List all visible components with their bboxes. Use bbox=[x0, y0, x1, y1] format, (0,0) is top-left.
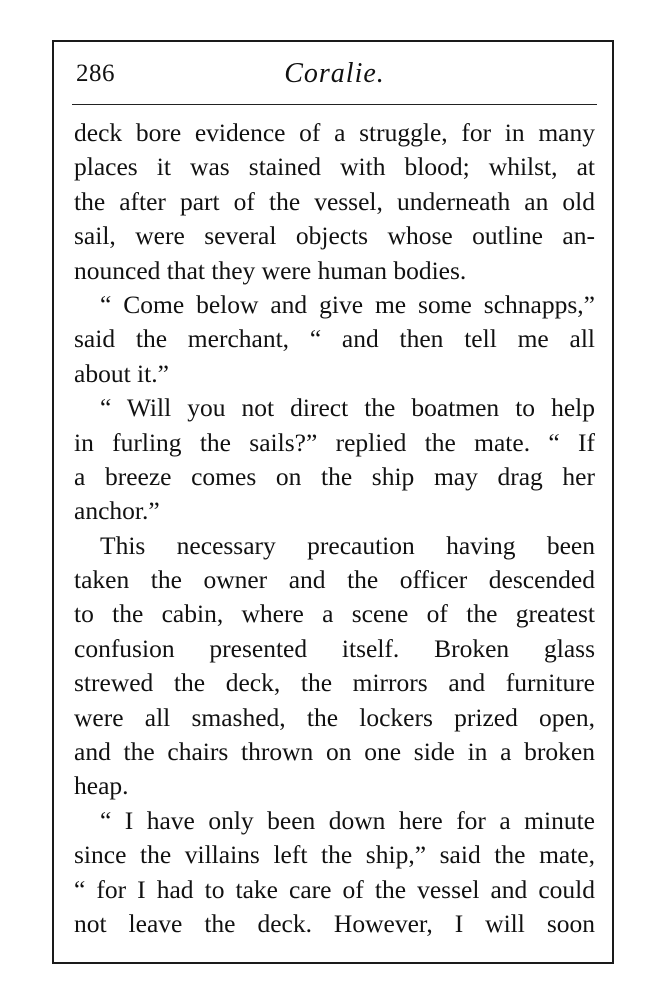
header-rule bbox=[72, 104, 597, 105]
text-line: taken the owner and the officer descended bbox=[74, 565, 595, 595]
text-line: deck bore evidence of a struggle, for in many bbox=[74, 118, 595, 147]
text-line: “ I have only been down here for a minute bbox=[100, 805, 595, 835]
text-line: to the cabin, where a scene of the greatest bbox=[74, 599, 595, 629]
text-line: “ Will you not direct the boatmen to help bbox=[100, 393, 595, 423]
text-line: strewed the deck, the mirrors and furniture bbox=[74, 668, 595, 698]
text-line: heap. bbox=[74, 771, 129, 801]
text-line: nounced that they were human bodies. bbox=[74, 255, 467, 285]
page-number: 286 bbox=[76, 60, 115, 87]
text-line: about it.” bbox=[74, 358, 169, 388]
text-line: since the villains left the ship,” said the mate, bbox=[74, 840, 595, 870]
text-line: places it was stained with blood; whilst, at bbox=[74, 152, 595, 182]
text-line: “ Come below and give me some schnapps,” bbox=[100, 289, 595, 319]
text-line: and the chairs thrown on one side in a broken bbox=[74, 737, 595, 767]
text-line: not leave the deck. However, I will soon bbox=[74, 908, 595, 938]
body-text bbox=[74, 116, 595, 941]
text-line: said the merchant, “ and then tell me all bbox=[74, 324, 595, 354]
text-line: were all smashed, the lockers prized open, bbox=[74, 702, 595, 732]
text-line: the after part of the vessel, underneath an old bbox=[74, 186, 595, 216]
running-title: Coralie. bbox=[284, 58, 385, 89]
text-line: anchor.” bbox=[74, 496, 160, 526]
text-line: “ for I had to take care of the vessel and could bbox=[74, 874, 595, 904]
text-line: sail, were several objects whose outline an- bbox=[74, 221, 595, 251]
text-line: a breeze comes on the ship may drag her bbox=[74, 461, 595, 491]
text-line: confusion presented itself. Broken glass bbox=[74, 633, 595, 663]
text-line: in furling the sails?” replied the mate. “ If bbox=[74, 427, 595, 457]
page-header bbox=[72, 56, 597, 100]
text-line: This necessary precaution having been bbox=[100, 530, 595, 560]
